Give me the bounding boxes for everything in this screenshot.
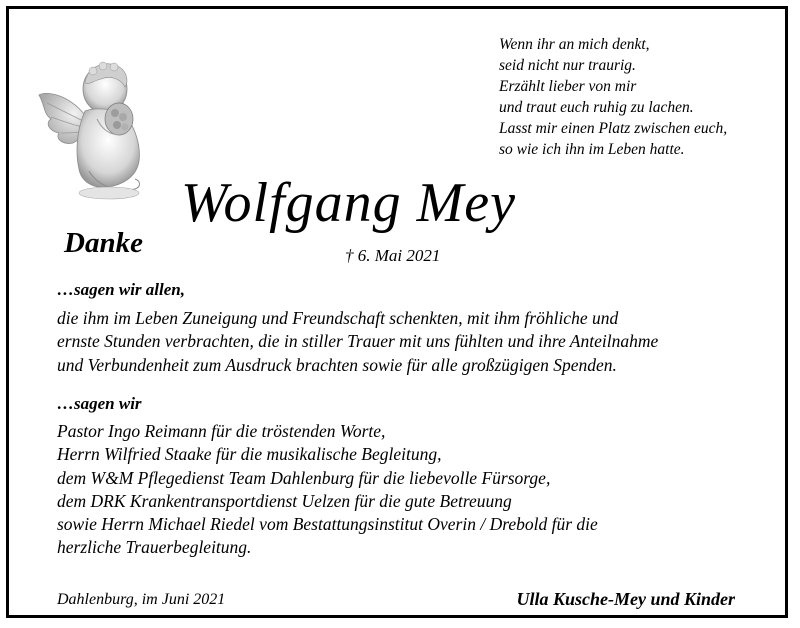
death-date: † 6. Mai 2021 [345,246,441,265]
thanks-heading-1: …sagen wir allen, [57,280,185,299]
poem-line: Lasst mir einen Platz zwischen euch, [499,120,728,137]
poem [499,34,789,160]
paragraph-line: ernste Stunden verbrachten, die in stiller Trauer mit uns fühlten und ihre Anteilnahme [57,331,659,352]
poem-line: und traut euch ruhig zu lachen. [499,99,694,116]
paragraph-line: die ihm im Leben Zuneigung und Freundschaft schenkten, mit ihm fröhliche und [57,308,619,328]
paragraph-line: und Verbundenheit zum Ausdruck brachten sowie für alle großzügigen Spenden. [57,354,617,375]
paragraph-line: dem W&M Pflegedienst Team Dahlenburg für die liebevolle Fürsorge, [57,467,551,488]
thanks-paragraph-2 [57,420,787,560]
paragraph-line: herzliche Trauerbegleitung. [57,537,252,558]
thanks-paragraph-1 [57,307,787,377]
obituary-card [6,6,788,618]
poem-line: seid nicht nur traurig. [499,57,636,74]
paragraph-line: dem DRK Krankentransportdienst Uelzen für die gute Betreuung [57,490,512,511]
place-date: Dahlenburg, im Juni 2021 [57,591,226,608]
paragraph-line: Pastor Ingo Reimann für die tröstenden Worte, [57,421,386,441]
angel-figurine-icon [37,53,157,203]
poem-line: so wie ich ihn im Leben hatte. [499,141,685,158]
paragraph-line: sowie Herrn Michael Riedel vom Bestattungsinstitut Overin / Drebold für die [57,514,598,535]
signature: Ulla Kusche-Mey und Kinder [516,589,735,609]
danke-title: Danke [64,227,143,259]
deceased-name: Wolfgang Mey [181,172,516,234]
poem-line: Wenn ihr an mich denkt, [499,36,650,53]
poem-line: Erzählt lieber von mir [499,78,637,95]
thanks-heading-2: …sagen wir [57,394,142,413]
paragraph-line: Herrn Wilfried Staake für die musikalische Begleitung, [57,444,442,465]
